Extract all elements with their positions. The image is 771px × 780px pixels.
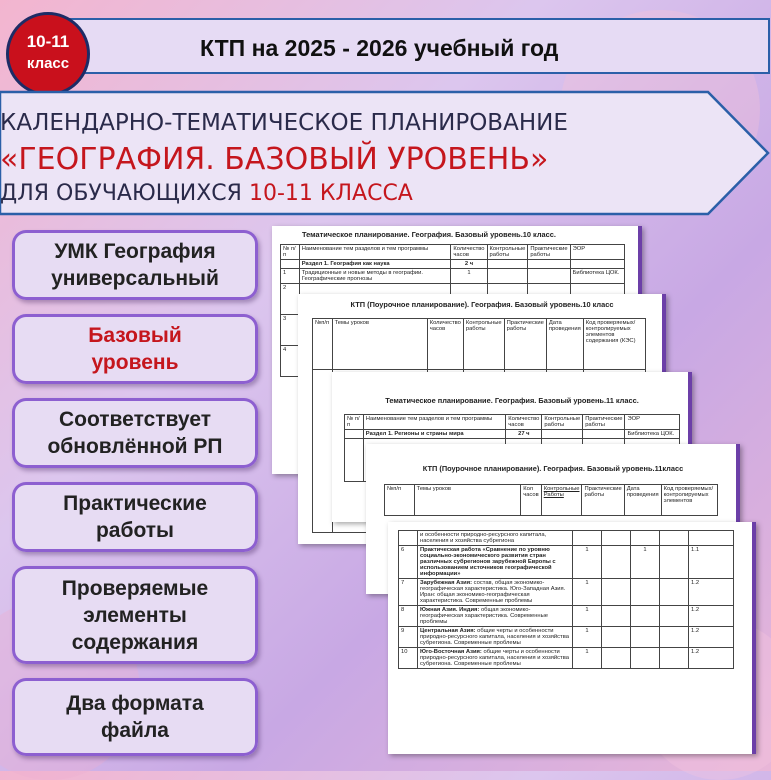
table-cell [602, 546, 631, 579]
table-cell: 1 [631, 546, 660, 579]
table-cell [345, 430, 364, 439]
document-title: КТП (Поурочное планирование). География. Базовый уровень.10 класс [350, 300, 614, 309]
feature-practical: Практические работы [12, 482, 258, 552]
table-cell [602, 579, 631, 606]
table-header-cell: № п/п [345, 415, 364, 430]
banner-line-1: КАЛЕНДАРНО-ТЕМАТИЧЕСКОЕ ПЛАНИРОВАНИЕ [0, 110, 568, 136]
table-header-cell: Код проверяемых/ контролируемых элементов [661, 485, 717, 516]
table-header-cell: Количество часов [506, 415, 542, 430]
table-cell [418, 606, 573, 627]
table-row [281, 269, 625, 284]
feature-rp: Соответствует обновлённой РП [12, 398, 258, 468]
banner-subject: «ГЕОГРАФИЯ. БАЗОВЫЙ УРОВЕНЬ» [0, 142, 549, 177]
topic-heading: Центральная Азия: [420, 628, 476, 634]
grade-badge [6, 12, 90, 96]
table-cell [418, 546, 573, 579]
feature-level: Базовый уровень [12, 314, 258, 384]
table-header-cell: Контрольные работы [542, 415, 583, 430]
table-row [399, 546, 734, 579]
table-header-cell: №п/п [313, 319, 333, 370]
table-cell: Раздел 1. География как наука [299, 260, 451, 269]
table-cell: 1.2 [689, 627, 734, 648]
table-cell: 27 ч [506, 430, 542, 439]
document-title: КТП (Поурочное планирование). География. Базовый уровень.11класс [422, 464, 684, 473]
table-cell: 1.2 [689, 579, 734, 606]
table-cell [542, 430, 583, 439]
table-header-cell: ЭОР [625, 415, 680, 430]
grade-badge-label: класс [26, 55, 70, 72]
table-cell: 1 [281, 269, 300, 284]
table-cell: 1 [573, 579, 602, 606]
table-cell: 1 [573, 627, 602, 648]
table-header-cell: №п/п [385, 485, 415, 516]
table-cell [345, 439, 364, 482]
table-header-cell: Наименование тем разделов и тем программы [299, 245, 451, 260]
table-cell [660, 648, 689, 669]
table-cell: 1.2 [689, 606, 734, 627]
table-header-cell: Практические работы [504, 319, 546, 370]
table-cell: 6 [399, 546, 418, 579]
table-row [399, 606, 734, 627]
topic-heading: Юго-Восточная Азия: [420, 649, 482, 655]
banner-audience: ДЛЯ ОБУЧАЮЩИХСЯ [0, 181, 249, 206]
table-cell: 7 [399, 579, 418, 606]
document-accent [752, 522, 756, 754]
table-cell [660, 546, 689, 579]
table-header-cell: Дата проведения [546, 319, 583, 370]
table-header-cell: Практические работы [583, 415, 625, 430]
table-header-cell: Контрольные Работы [541, 485, 582, 516]
table-header-cell: Кол часов [521, 485, 542, 516]
table-cell [631, 627, 660, 648]
header-title: КТП на 2025 - 2026 учебный год [200, 35, 559, 61]
table-cell: 1 [573, 648, 602, 669]
document-table [398, 530, 734, 669]
table-cell [313, 370, 333, 533]
table-cell [487, 260, 528, 269]
topic-heading: Практическая работа «Сравнение по уровню социально-экономического развития стран различных субрегионов зарубежной Европы с использованием источников географической информации» [420, 547, 556, 577]
table-header-cell: Дата проведения [624, 485, 661, 516]
table-cell [418, 627, 573, 648]
table-cell: 8 [399, 606, 418, 627]
table-cell [660, 627, 689, 648]
topic-heading: Южная Азия. Индия: [420, 607, 480, 613]
table-cell [418, 531, 573, 546]
table-row [281, 260, 625, 269]
table-row [399, 627, 734, 648]
table-header-cell: Практические работы [528, 245, 570, 260]
document-title: Тематическое планирование. География. Базовый уровень.10 класс. [302, 230, 556, 239]
table-header-cell: Практические работы [582, 485, 624, 516]
title-banner [0, 90, 771, 216]
table-cell [631, 606, 660, 627]
document-preview-5 [388, 522, 756, 754]
header-bar [50, 18, 770, 74]
topic-text: общая экономико-географическая характеристика. Современные проблемы [420, 607, 549, 625]
table-cell [660, 606, 689, 627]
table-header-cell: № п/п [281, 245, 300, 260]
table-header-row [313, 319, 646, 370]
table-cell [631, 579, 660, 606]
table-header-cell: Количество часов [427, 319, 463, 370]
table-cell: 1 [451, 269, 487, 284]
topic-text: общие черты и особенности природно-ресурсного капитала, населения и хозяйства субрегиона. Современные проблемы [420, 628, 569, 646]
table-cell [602, 531, 631, 546]
grade-badge-number: 10-11 [26, 32, 70, 51]
table-header-row [345, 415, 680, 430]
table-cell: 1 [573, 606, 602, 627]
table-cell [528, 260, 570, 269]
table-cell [631, 531, 660, 546]
table-cell: Традиционные и новые методы в географии. Географические прогнозы [299, 269, 451, 284]
table-header-cell: Темы уроков [332, 319, 427, 370]
table-header-cell: Темы уроков [414, 485, 521, 516]
table-row [399, 648, 734, 669]
table-cell [418, 579, 573, 606]
table-cell [418, 648, 573, 669]
table-cell: 2 [281, 284, 300, 315]
table-header-cell: Контрольные работы [463, 319, 504, 370]
table-cell [281, 260, 300, 269]
document-title: Тематическое планирование. География. Базовый уровень.11 класс. [385, 396, 639, 405]
table-cell [602, 627, 631, 648]
topic-heading: Зарубежная Азия: [420, 580, 473, 586]
table-cell: 3 [281, 315, 300, 346]
topic-text: и особенности природно-ресурсного капитала, населения и хозяйства субрегиона [420, 532, 547, 544]
table-cell: 1 [573, 546, 602, 579]
table-cell [602, 606, 631, 627]
table-row [399, 579, 734, 606]
table-cell [583, 430, 625, 439]
table-cell [528, 269, 570, 284]
table-header-cell: Контрольные работы [487, 245, 528, 260]
table-header-cell: Количество часов [451, 245, 487, 260]
table-cell: 10 [399, 648, 418, 669]
banner-line-3 [0, 181, 740, 206]
table-cell [602, 648, 631, 669]
table-header-row [385, 485, 718, 516]
table-cell: 2 ч [451, 260, 487, 269]
table-cell [399, 531, 418, 546]
table-cell: 1.1 [689, 546, 734, 579]
table-cell: 1.2 [689, 648, 734, 669]
table-cell [660, 579, 689, 606]
document-table [384, 484, 718, 516]
topic-text: общие черты и особенности природно-ресурсного капитала, населения и хозяйства субрегиона. Современные проблемы [420, 649, 569, 667]
table-header-row [281, 245, 625, 260]
table-cell [660, 531, 689, 546]
table-cell: 4 [281, 346, 300, 377]
table-cell [573, 531, 602, 546]
table-cell: Раздел 1. Регионы и страны мира [363, 430, 505, 439]
topic-text: состав, общая экономико-географическая характеристика. Юго-Западная Азия. Иран: общая экономико-географическая характеристика. Современные проблемы [420, 580, 566, 604]
table-row [345, 430, 680, 439]
feature-elements: Проверяемые элементы содержания [12, 566, 258, 664]
table-row [399, 531, 734, 546]
table-header-cell: ЭОР [570, 245, 624, 260]
table-cell [631, 648, 660, 669]
feature-formats: Два формата файла [12, 678, 258, 756]
table-cell: Библиотека ЦОК. [625, 430, 680, 439]
banner-grade: 10-11 КЛАССА [248, 181, 413, 206]
table-cell: 9 [399, 627, 418, 648]
feature-umk: УМК География универсальный [12, 230, 258, 300]
table-cell [570, 260, 624, 269]
table-cell [487, 269, 528, 284]
table-cell: Библиотека ЦОК. [570, 269, 624, 284]
table-header-cell: Код проверяемых/ контролируемых элементов содержания (КЭС) [583, 319, 645, 370]
table-header-cell: Наименование тем разделов и тем программы [363, 415, 505, 430]
table-cell [689, 531, 734, 546]
